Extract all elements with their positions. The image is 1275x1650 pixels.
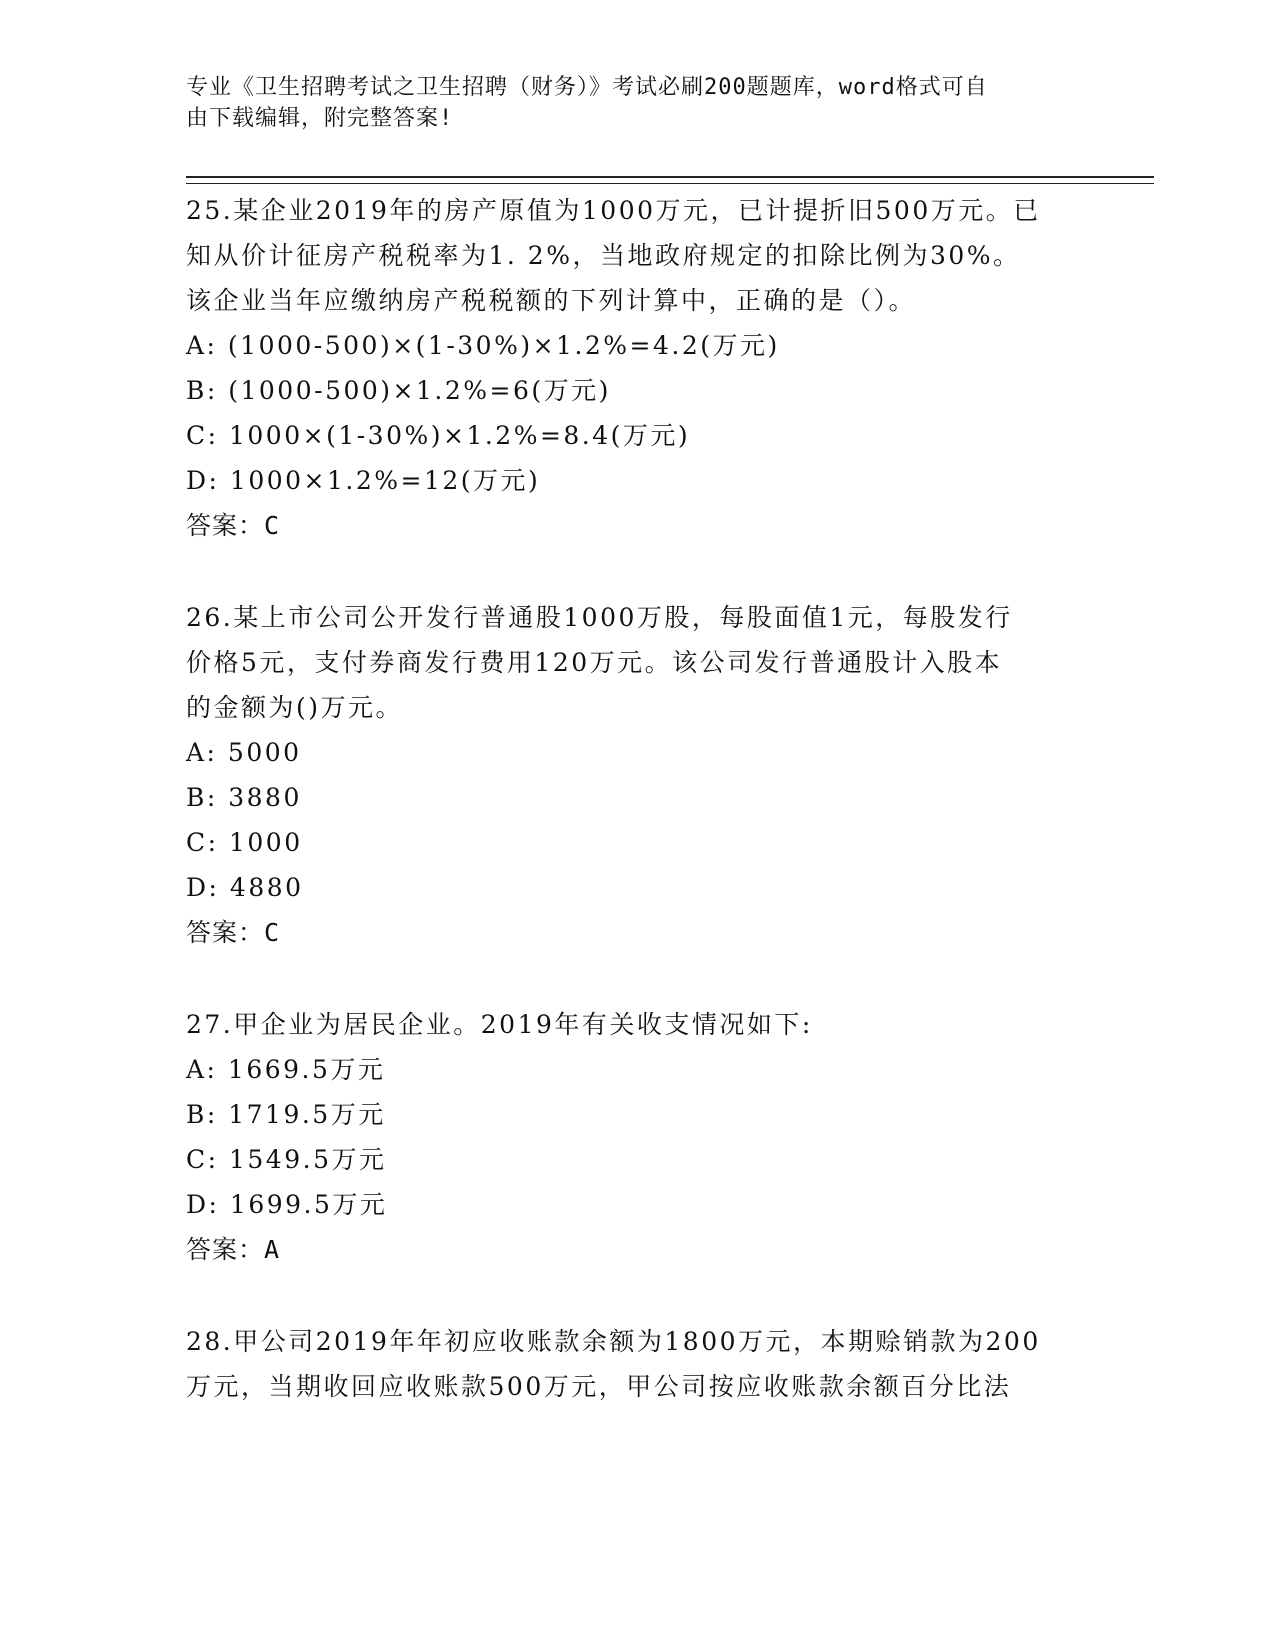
question-stem-line: 该企业当年应缴纳房产税税额的下列计算中，正确的是（）。	[186, 286, 917, 315]
option-b: B: (1000-500)×1.2%=6(万元)	[186, 376, 611, 405]
answer-line	[186, 1227, 1066, 1272]
question-27	[186, 1002, 1066, 1272]
option-b: B: 1719.5万元	[186, 1100, 386, 1129]
option-c: C: 1549.5万元	[186, 1145, 387, 1174]
question-spacer	[186, 955, 1066, 1002]
question-28	[186, 1319, 1066, 1409]
question-spacer	[186, 1272, 1066, 1319]
option-c: C: 1000×(1-30%)×1.2%=8.4(万元)	[186, 421, 691, 450]
option-d: D: 1699.5万元	[186, 1190, 388, 1219]
document-header	[186, 72, 1066, 134]
question-list	[186, 188, 1066, 1409]
header-title-line-1: 专业《卫生招聘考试之卫生招聘（财务）》考试必刷200题题库，word格式可自	[186, 75, 988, 100]
option-a: A: (1000-500)×(1-30%)×1.2%=4.2(万元)	[186, 331, 780, 360]
question-stem-line: 26.某上市公司公开发行普通股1000万股，每股面值1元，每股发行	[186, 603, 1013, 632]
question-stem-line: 的金额为()万元。	[186, 693, 404, 722]
answer-line	[186, 503, 1066, 548]
answer-line	[186, 910, 1066, 955]
question-spacer	[186, 548, 1066, 595]
option-b: B: 3880	[186, 783, 302, 812]
answer-value: C	[264, 918, 281, 947]
option-a: A: 1669.5万元	[186, 1055, 386, 1084]
answer-label: 答案：	[186, 511, 265, 540]
question-stem-line: 27.甲企业为居民企业。2019年有关收支情况如下:	[186, 1010, 813, 1039]
option-c: C: 1000	[186, 828, 303, 857]
option-d: D: 1000×1.2%=12(万元)	[186, 466, 541, 495]
question-26	[186, 595, 1066, 955]
question-stem-line: 知从价计征房产税税率为1. 2%，当地政府规定的扣除比例为30%。	[186, 241, 1021, 270]
answer-value: C	[264, 511, 281, 540]
question-stem-line: 价格5元，支付券商发行费用120万元。该公司发行普通股计入股本	[186, 648, 1003, 677]
question-stem-line: 25.某企业2019年的房产原值为1000万元，已计提折旧500万元。已	[186, 196, 1041, 225]
answer-label: 答案：	[186, 918, 265, 947]
option-d: D: 4880	[186, 873, 304, 902]
option-a: A: 5000	[186, 738, 302, 767]
question-stem-line: 万元，当期收回应收账款500万元，甲公司按应收账款余额百分比法	[186, 1372, 1012, 1401]
header-title-line-2: 由下载编辑，附完整答案!	[186, 106, 454, 131]
answer-label: 答案：	[186, 1235, 265, 1264]
question-stem-line: 28.甲公司2019年年初应收账款余额为1800万元，本期赊销款为200	[186, 1327, 1041, 1356]
question-25	[186, 188, 1066, 548]
answer-value: A	[264, 1235, 281, 1264]
header-divider	[186, 176, 1154, 184]
